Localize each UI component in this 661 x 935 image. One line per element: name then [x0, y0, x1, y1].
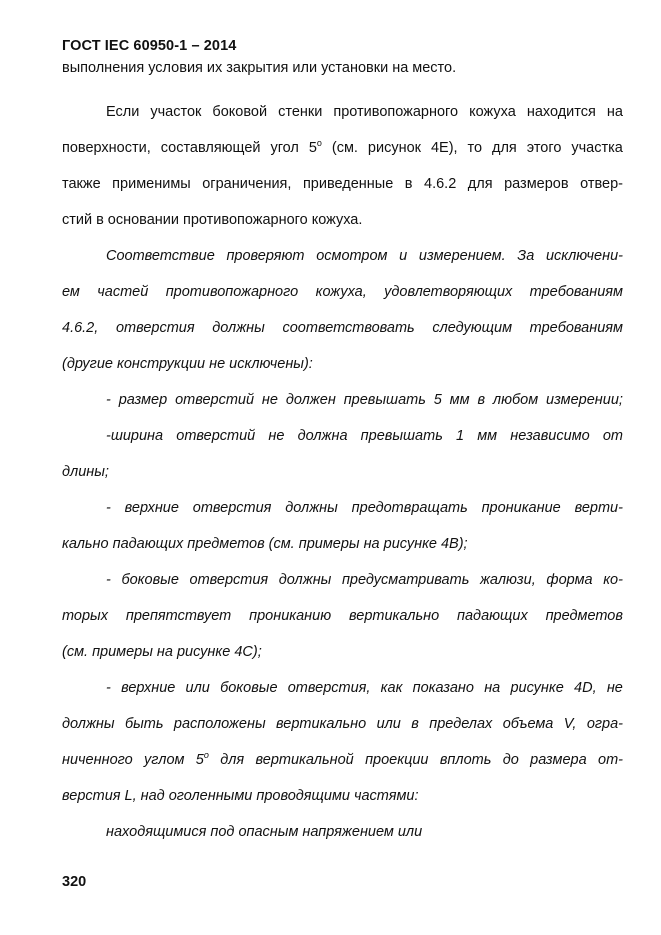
word: для — [492, 140, 517, 156]
word: противопожарного — [165, 284, 299, 300]
word: (см. — [62, 644, 89, 660]
word: превышать — [360, 428, 443, 444]
word: также — [62, 176, 101, 192]
word: ем — [62, 284, 80, 300]
word: примеры — [92, 644, 153, 660]
text-line — [62, 94, 623, 130]
word: от- — [598, 752, 623, 768]
word: измерением. — [418, 248, 506, 264]
word: требованиям — [529, 320, 623, 336]
word: отверстия — [189, 572, 269, 588]
word: находящимися — [106, 824, 207, 840]
word: для — [467, 176, 493, 192]
text-line — [62, 490, 623, 526]
text-line — [62, 274, 623, 310]
word: их — [206, 60, 223, 76]
word: отверстия, — [287, 680, 371, 696]
word: вертикальной — [255, 752, 354, 768]
word: измерении; — [546, 392, 623, 408]
text-line — [62, 382, 623, 418]
word: должны — [212, 320, 265, 336]
word: соответствовать — [282, 320, 415, 336]
word: поверхности, — [62, 140, 151, 156]
word: - — [106, 500, 111, 516]
word: проникание — [481, 500, 561, 516]
word: ограничения, — [202, 176, 292, 192]
word: то — [467, 140, 483, 156]
word: предметов — [187, 536, 265, 552]
word: - — [106, 680, 111, 696]
word: удовлетворяющих — [384, 284, 513, 300]
word: кально — [62, 536, 109, 552]
word: опасным — [238, 824, 299, 840]
word: и — [399, 248, 408, 264]
word: ниченного — [62, 752, 133, 768]
word: на — [156, 644, 173, 660]
word: 4.6.2 — [424, 176, 457, 192]
word: длины; — [62, 464, 109, 480]
word: или — [376, 716, 401, 732]
word: 5 — [433, 392, 442, 408]
word: отверстия — [115, 320, 195, 336]
word: под — [210, 824, 235, 840]
word: превышать — [343, 392, 426, 408]
word: Если — [106, 104, 140, 120]
text-line — [62, 814, 623, 850]
word: вплоть — [439, 752, 492, 768]
text-line — [62, 130, 623, 166]
word: мм — [449, 392, 470, 408]
word: должен — [285, 392, 336, 408]
word: противопожарного — [333, 104, 459, 120]
document-header: ГОСТ IEC 60950-1 – 2014 — [62, 38, 237, 54]
word: не — [606, 680, 623, 696]
word: форма — [546, 572, 593, 588]
word: 4.6.2, — [62, 320, 99, 336]
text-line — [62, 346, 623, 382]
word: находится — [526, 104, 596, 120]
word: примеры — [298, 536, 360, 552]
word: любом — [492, 392, 539, 408]
word: в — [404, 176, 413, 192]
word: место. — [412, 60, 457, 76]
word: огра- — [586, 716, 623, 732]
word: - — [106, 572, 111, 588]
text-line — [62, 418, 623, 454]
text-line — [62, 58, 623, 78]
word: За — [517, 248, 535, 264]
word: отверстий — [175, 392, 255, 408]
word: выполнения — [62, 60, 145, 76]
word: независимо — [510, 428, 590, 444]
word: должны — [285, 500, 338, 516]
text-line — [62, 310, 623, 346]
word: жалюзи, — [479, 572, 536, 588]
word: или — [292, 60, 318, 76]
word: исключени- — [545, 248, 623, 264]
word: 1 — [455, 428, 465, 444]
word: не — [261, 392, 278, 408]
word: частями: — [353, 788, 419, 804]
word: ко- — [603, 572, 623, 588]
text-line — [62, 706, 623, 742]
word: основании — [107, 212, 179, 228]
word: этого — [526, 140, 562, 156]
word: - — [106, 392, 111, 408]
degree-superscript: o — [203, 750, 209, 760]
word: (см. — [331, 140, 358, 156]
word: -ширина — [106, 428, 164, 444]
word: прониканию — [249, 608, 332, 624]
word: предотвращать — [351, 500, 468, 516]
word: вертикально — [276, 716, 367, 732]
word: отверстия — [192, 500, 272, 516]
text-line — [62, 454, 623, 490]
word: должны — [62, 716, 115, 732]
word: боковые — [121, 572, 179, 588]
text-line — [62, 778, 623, 814]
word: показано — [412, 680, 474, 696]
word: проверяют — [226, 248, 305, 264]
word: пределах — [429, 716, 493, 732]
word: исключены): — [229, 356, 313, 372]
word: осмотром — [316, 248, 388, 264]
word: на — [363, 536, 380, 552]
word: в — [96, 212, 104, 228]
word: до — [502, 752, 519, 768]
word: 5$^o$ — [308, 138, 322, 156]
word: требованиям — [529, 284, 623, 300]
word: предметов — [545, 608, 623, 624]
word: как — [380, 680, 403, 696]
word: падающих — [457, 608, 528, 624]
word: мм — [477, 428, 498, 444]
word: L, — [124, 788, 137, 804]
page-number: 320 — [62, 874, 87, 890]
text-line — [62, 562, 623, 598]
word: не — [209, 356, 226, 372]
word: быть — [124, 716, 164, 732]
degree-superscript: o — [316, 138, 322, 148]
word: рисунке — [510, 680, 564, 696]
word: на — [392, 60, 409, 76]
word: падающих — [112, 536, 184, 552]
word: (см. — [268, 536, 295, 552]
word: напряжением — [302, 824, 394, 840]
word: проекции — [365, 752, 429, 768]
word: 4D, — [574, 680, 597, 696]
word: Соответствие — [106, 248, 215, 264]
word: размеров — [504, 176, 569, 192]
word: торых — [62, 608, 108, 624]
word: оголенными — [168, 788, 253, 804]
word: 4C); — [234, 644, 262, 660]
word: рисунок — [367, 140, 421, 156]
word: противопожарного — [183, 212, 308, 228]
text-line — [62, 670, 623, 706]
word: должна — [297, 428, 348, 444]
word: конструкции — [116, 356, 206, 372]
word: боковой — [212, 104, 268, 120]
word: кожуха. — [311, 212, 363, 228]
word: проводящими — [256, 788, 350, 804]
word: рисунке — [176, 644, 231, 660]
word: должны — [278, 572, 332, 588]
word: стенки — [278, 104, 323, 120]
word: приведенные — [302, 176, 394, 192]
word: не — [268, 428, 285, 444]
word: или — [397, 824, 423, 840]
word: объема — [502, 716, 554, 732]
word: составляющей — [160, 140, 261, 156]
word: частей — [97, 284, 149, 300]
word: кожуха, — [315, 284, 367, 300]
word: закрытия — [226, 60, 289, 76]
word: вертикально — [349, 608, 440, 624]
text-line — [62, 238, 623, 274]
word: размер — [118, 392, 168, 408]
word: верти- — [574, 500, 623, 516]
word: стий — [62, 212, 93, 228]
word: условия — [148, 60, 203, 76]
word: углом — [144, 752, 185, 768]
word: угол — [270, 140, 299, 156]
word: верстия — [62, 788, 121, 804]
word: следующим — [432, 320, 513, 336]
word: применимы — [112, 176, 191, 192]
word: размера — [530, 752, 587, 768]
word: для — [220, 752, 245, 768]
word: (другие — [62, 356, 113, 372]
word: в — [411, 716, 419, 732]
word: над — [140, 788, 165, 804]
word: участка — [571, 140, 623, 156]
word: 5$^o$ — [195, 750, 209, 768]
word: отверстий — [176, 428, 256, 444]
text-line — [62, 166, 623, 202]
word: верхние — [121, 680, 176, 696]
text-line — [62, 598, 623, 634]
word: или — [185, 680, 210, 696]
word: участок — [150, 104, 202, 120]
word: боковые — [220, 680, 278, 696]
text-line — [62, 202, 623, 238]
word: установки — [321, 60, 389, 76]
word: предусматривать — [341, 572, 470, 588]
word: в — [477, 392, 486, 408]
word: рисунке — [383, 536, 437, 552]
text-line — [62, 526, 623, 562]
word: отвер- — [580, 176, 623, 192]
word: кожуха — [469, 104, 516, 120]
word: препятствует — [125, 608, 232, 624]
word: на — [606, 104, 623, 120]
text-line — [62, 634, 623, 670]
word: 4E), — [430, 140, 458, 156]
word: верхние — [124, 500, 179, 516]
word: 4B); — [440, 536, 468, 552]
word: на — [484, 680, 501, 696]
document-body — [62, 58, 623, 850]
word: от — [602, 428, 623, 444]
word: расположены — [173, 716, 266, 732]
word: V, — [563, 716, 577, 732]
text-line — [62, 742, 623, 778]
